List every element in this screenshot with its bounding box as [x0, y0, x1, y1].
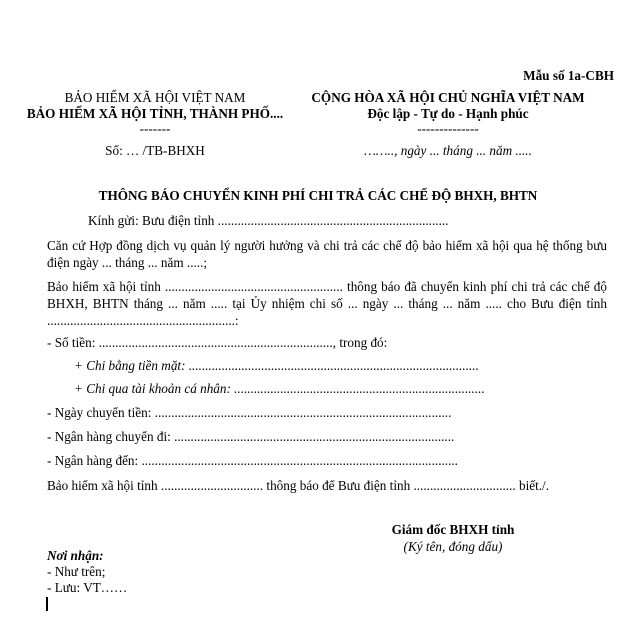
recipient-item: - Lưu: VT…… [47, 580, 128, 595]
paragraph-notification: Bảo hiểm xã hội tỉnh ...................................................... thông báo đã chuyển kinh phí chi trả các chế độ BHXH, BHTN tháng ... năm ..... tại Ủy nhiệm chi số ... ngày ... tháng ... năm ..... cho Bưu điện tỉnh .........................................................: [47, 279, 607, 328]
agency-branch: BẢO HIỂM XÃ HỘI TỈNH, THÀNH PHỐ.... [26, 106, 284, 121]
amount-line: - Số tiền: ......................................................................., trong đó: [47, 335, 388, 350]
country-name: CỘNG HÒA XÃ HỘI CHỦ NGHĨA VIỆT NAM [311, 90, 585, 105]
closing-line: Bảo hiểm xã hội tỉnh ............................... thông báo để Bưu điện tỉnh ............................... biết./. [47, 478, 550, 493]
receiving-bank-line: - Ngân hàng đến: ................................................................................................ [47, 453, 458, 468]
document-date: …….., ngày ... tháng ... năm ..... [364, 143, 532, 158]
form-code: Mẫu số 1a-CBH [523, 68, 614, 83]
signature-title: Giám đốc BHXH tỉnh [391, 522, 515, 537]
addressee: Kính gửi: Bưu điện tỉnh ...................................................................... [88, 213, 449, 228]
document-title: THÔNG BÁO CHUYỂN KINH PHÍ CHI TRẢ CÁC CHẾ ĐỘ BHXH, BHTN [98, 188, 538, 203]
right-divider: -------------- [417, 121, 479, 136]
signature-note: (Ký tên, đóng dấu) [403, 539, 503, 554]
motto: Độc lập - Tự do - Hạnh phúc [367, 106, 529, 121]
text-cursor[interactable] [46, 597, 48, 611]
cash-payment-line: + Chi bằng tiền mặt: ........................................................................................ [74, 358, 479, 373]
paragraph-legal-basis: Căn cứ Hợp đồng dịch vụ quản lý người hưởng và chi trả các chế độ bảo hiểm xã hội qua hệ thống bưu điện ngày ... tháng ... năm .....; [47, 238, 607, 270]
recipients-label: Nơi nhận: [47, 548, 104, 563]
transfer-date-line: - Ngày chuyển tiền: .......................................................................................... [47, 405, 452, 420]
left-divider: ------- [139, 121, 171, 136]
sending-bank-line: - Ngân hàng chuyển đi: ..................................................................................... [47, 429, 455, 444]
document-number: Số: … /TB-BHXH [105, 143, 205, 158]
account-payment-line: + Chi qua tài khoản cá nhân: ............................................................................ [74, 381, 485, 396]
agency-name: BẢO HIỂM XÃ HỘI VIỆT NAM [64, 90, 246, 105]
recipient-item: - Như trên; [47, 564, 106, 579]
